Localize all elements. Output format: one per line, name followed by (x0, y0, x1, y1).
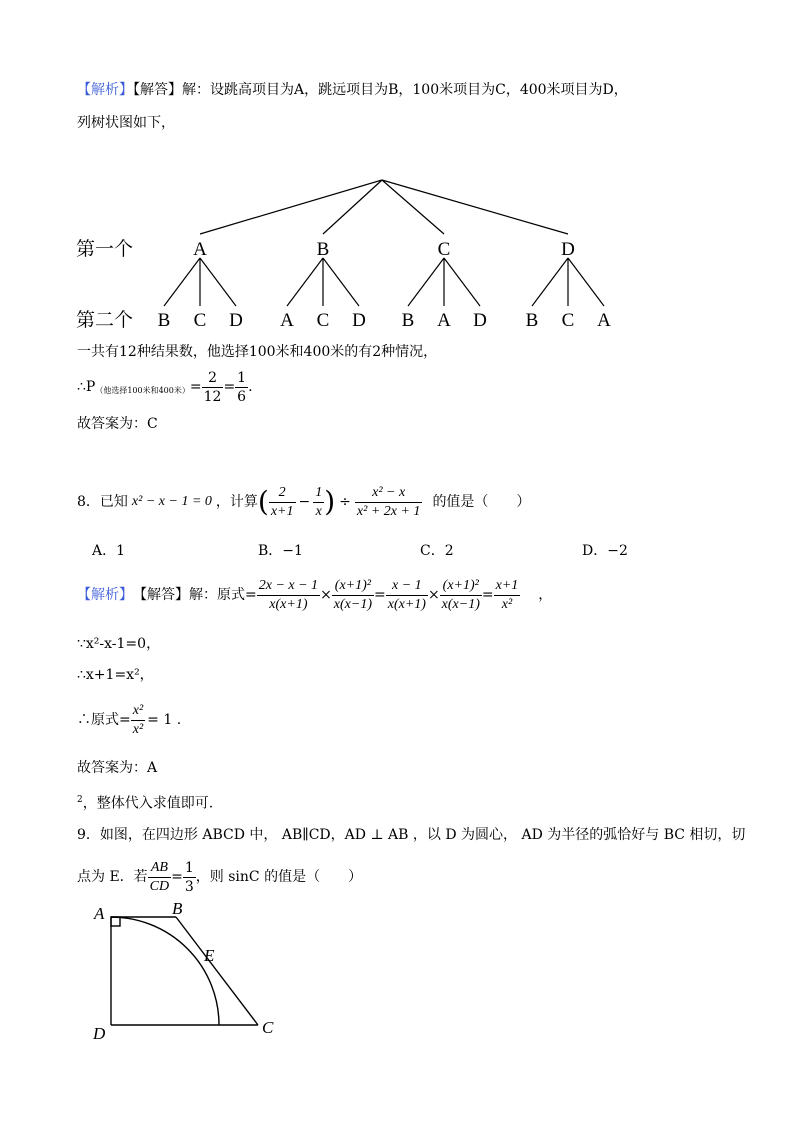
tree-lines (164, 180, 604, 306)
answer-tag: 【解答】 (133, 587, 189, 603)
q9-figure (80, 895, 300, 1055)
answer-tag: 【解答】 (133, 82, 182, 98)
q8-option-a[interactable]: A．1 (92, 543, 126, 559)
tree-first-D: D (561, 239, 575, 260)
q8-question: 8．已知 x² − x − 1 = 0 ，计算 ( $\frac{2}{x+1}$ − $\frac{1}{x}$ ) ÷ $\frac{\text{x² − x}}{\text{x² + 2x + 1}}$ 的值是（ ） (77, 484, 531, 519)
q8-answer-line: 故答案为：A (77, 760, 158, 776)
q8-option-b[interactable]: B．−1 (258, 543, 303, 559)
q8-frac-c: $\frac{\text{x² − x}}{\text{x² + 2x + 1}}$ (356, 484, 421, 519)
q8-compute-label: ，计算 (215, 494, 258, 510)
q8-because: ∵x²-x-1=0， (77, 636, 161, 652)
tree-second-node: B (525, 310, 539, 331)
q8-tail: 的值是（ ） (432, 494, 531, 510)
tree-row1-label: 第一个 (76, 238, 134, 260)
q8-option-c[interactable]: C．2 (420, 543, 454, 559)
q8-therefore1: ∴x+1=x²， (77, 667, 154, 683)
q7-solution-line2: 列树状图如下， (77, 115, 175, 131)
prob-eq: = (223, 379, 236, 395)
q9-frac-ab-cd: $\frac{AB}{CD}$ (149, 859, 170, 894)
q8-solution: 【解析】 【解答】 解：原式= $\frac{2x - x - 1}{x(x+1)}$ × $\frac{\text{(x+1)²}}{x(x-1)}$ = $\frac{x - 1}{x(x+1)}$ × $\frac{\text{(x+1)²}}{x(x-1)}$ = $\frac{x+1}{\text{x²}}$ ， (77, 577, 553, 612)
q9-frac-value: $\frac{1}{3}$ (184, 859, 194, 895)
point-B-label: B (172, 899, 183, 918)
point-E-label: E (204, 946, 215, 965)
q7-probability (77, 367, 253, 407)
q8-sol-frac1: $\frac{2x - x - 1}{x(x+1)}$ (258, 577, 319, 612)
prob-frac1: $\frac{2}{12}$ (203, 369, 222, 405)
q7-solution-line1 (77, 80, 628, 100)
tree-second-node: A (437, 310, 451, 331)
q8-sol-frac3: $\frac{x - 1}{x(x+1)}$ (387, 577, 426, 612)
tree-second-node: C (316, 310, 330, 331)
tree-second-node: B (401, 310, 415, 331)
q7-result-line: 一共有12种结果数，他选择100米和400米的有2种情况， (77, 344, 438, 360)
tree-second-node: A (597, 310, 611, 331)
q8-sol-frac4: $\frac{\text{(x+1)²}}{x(x-1)}$ (441, 577, 480, 612)
tree-second-node: B (157, 310, 171, 331)
prob-frac2: $\frac{1}{6}$ (237, 369, 247, 405)
tree-first-B: B (316, 239, 330, 260)
q7-text-line1: 解：设跳高项目为A，跳远项目为B，100米项目为C，400米项目为D， (182, 82, 628, 98)
tree-second-node: D (229, 310, 243, 331)
q7-answer-line: 故答案为：C (77, 416, 158, 432)
tree-row2-label: 第二个 (76, 309, 134, 331)
q8-option-d[interactable]: D．−2 (582, 543, 628, 559)
solution-tag: 【解析】 (77, 587, 133, 603)
solution-tag: 【解析】 (77, 82, 133, 98)
tree-second-node: C (561, 310, 575, 331)
prob-subscript: （他选择100米和400米） (95, 386, 190, 395)
tree-second-node: D (473, 310, 487, 331)
q8-number: 8．已知 (77, 494, 128, 510)
q8-final-frac: $\frac{\text{x²}}{\text{x²}}$ (132, 702, 144, 737)
tree-second-node: A (280, 310, 294, 331)
tree-second-node: D (352, 310, 366, 331)
q8-frac-a: $\frac{2}{x+1}$ (270, 484, 294, 519)
tree-first-C: C (437, 239, 451, 260)
q8-sol-intro: 解：原式= (189, 587, 257, 603)
q8-note: $^2$，整体代入求值即可. (77, 795, 214, 812)
tree-second-node: C (193, 310, 207, 331)
point-C-label: C (262, 1018, 274, 1037)
prob-end: . (248, 379, 253, 395)
q9-line2: 点为 E．若 $\frac{AB}{CD}$ = $\frac{1}{3}$ ，则 sinC 的值是（ ） (77, 859, 363, 895)
prob-prefix: ∴P (77, 379, 96, 395)
tree-diagram (0, 170, 794, 335)
q8-condition: x² − x − 1 = 0 (131, 494, 212, 509)
point-D-label: D (93, 1024, 106, 1043)
q8-therefore2: ∴原式= $\frac{\text{x²}}{\text{x²}}$ = 1 . (77, 702, 182, 737)
point-A-label: A (94, 904, 105, 923)
prob-eq: = (189, 379, 202, 395)
q8-frac-b: $\frac{1}{x}$ (315, 484, 323, 519)
q8-sol-frac5: $\frac{x+1}{\text{x²}}$ (495, 577, 519, 612)
q9-figure-lines (111, 917, 258, 1025)
tree-first-A: A (193, 239, 207, 260)
q9-line1: 9．如图，在四边形 ABCD 中， AB∥CD，AD ⊥ AB ，以 D 为圆心， AD 为半径的弧恰好与 BC 相切，切 (77, 827, 746, 843)
q8-sol-frac2: $\frac{\text{(x+1)²}}{x(x-1)}$ (333, 577, 372, 612)
